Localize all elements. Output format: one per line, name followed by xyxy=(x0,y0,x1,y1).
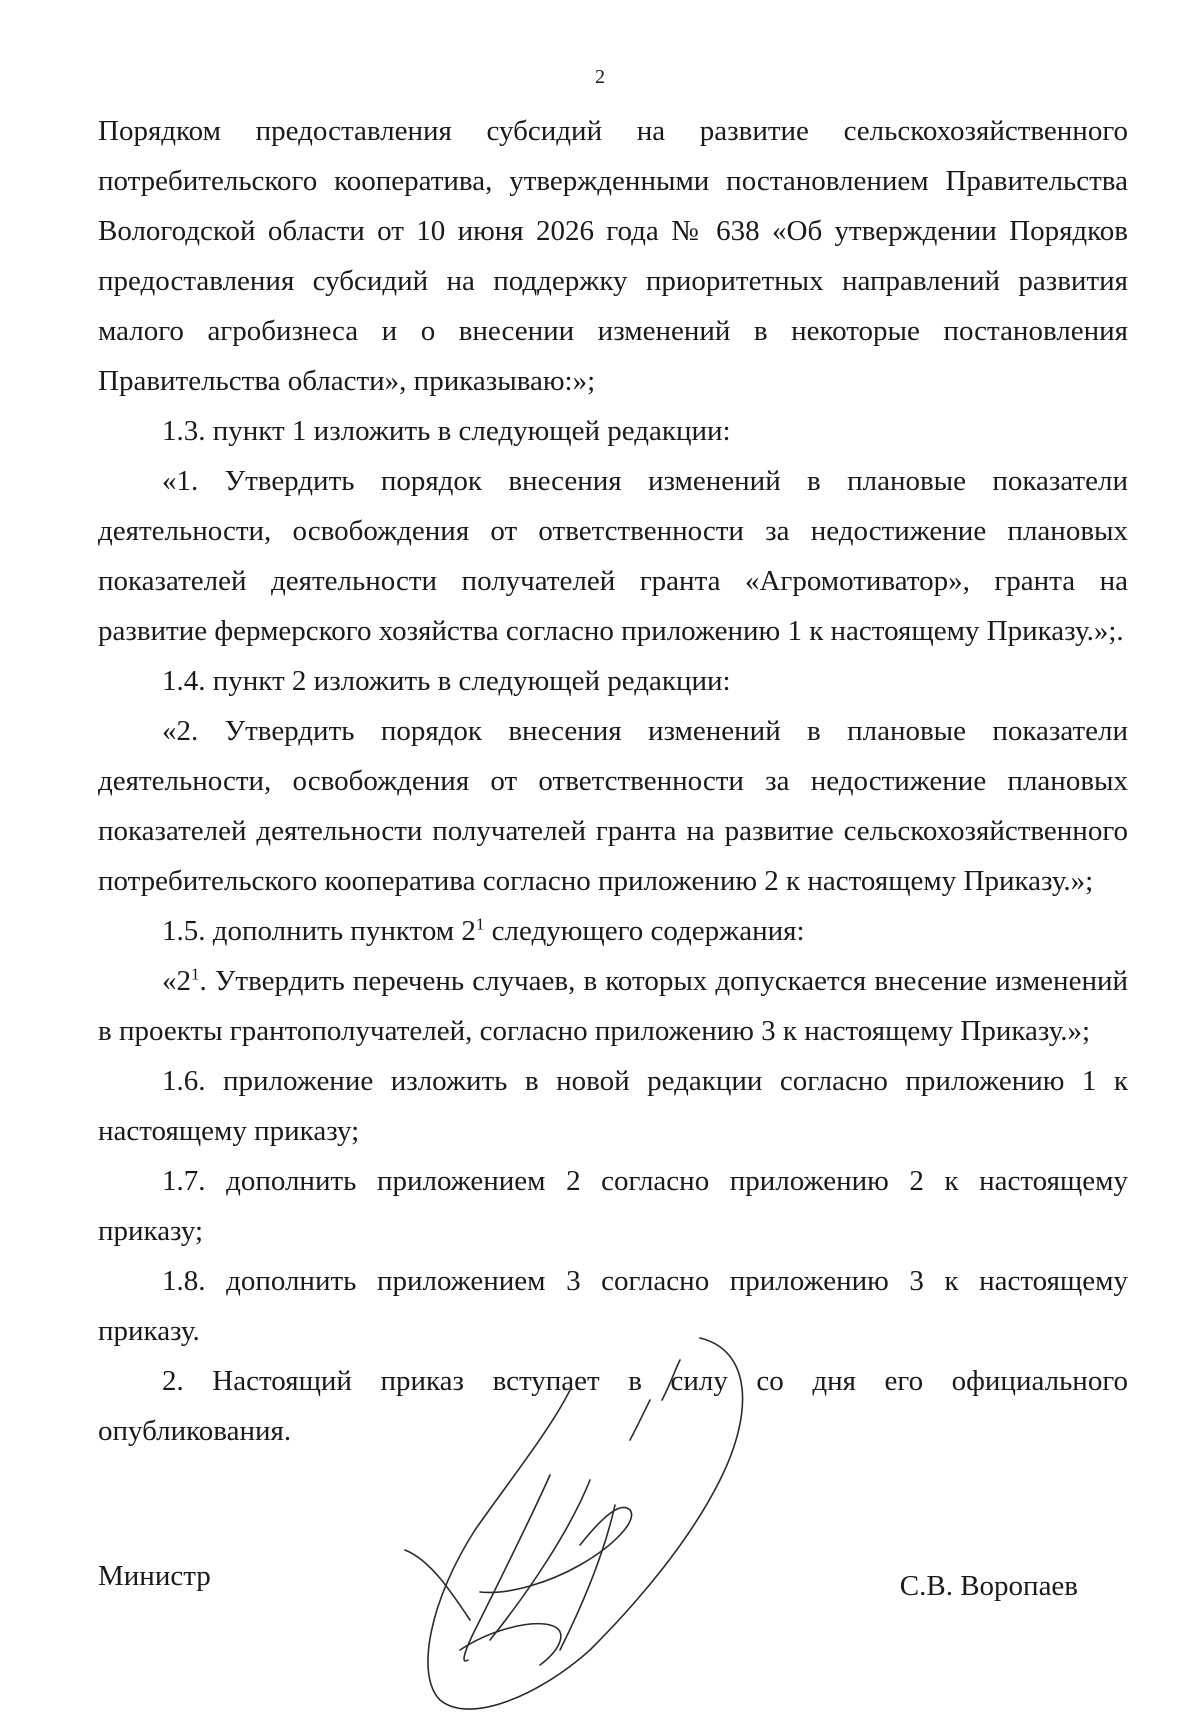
paragraph-quote-2: «2. Утвердить порядок внесения изменений в плановые показатели деятельности, освобождения от ответственности за недостижение плановых показателей деятельности получателей гранта на развитие сельскохозяйственного потребительского кооператива согласно приложению 2 к настоящему Приказу.»; xyxy=(98,715,1128,897)
paragraph-quote-1: «1. Утвердить порядок внесения изменений в плановые показатели деятельности, освобождения от ответственности за недостижение плановых показателей деятельности получателей гранта «Агромотиватор», гранта на развитие фермерского хозяйства согласно приложению 1 к настоящему Приказу.»;. xyxy=(98,465,1128,647)
paragraph-1-4: 1.4. пункт 2 изложить в следующей редакции: xyxy=(162,665,731,697)
page-number: 2 xyxy=(595,66,605,88)
paragraph-quote-2-1 xyxy=(98,956,1128,1056)
paragraph-intro-continuation: Порядком предоставления субсидий на развитие сельскохозяйственного потребительского кооператива, утвержденными постановлением Правительства Вологодской области от 10 июня 2026 года № 638 «Об утверждении Порядков предоставления субсидий на поддержку приоритетных направлений развития малого агробизнеса и о внесении изменений в некоторые постановления Правительства области», приказываю:»; xyxy=(98,115,1128,397)
signatory-title: Министр xyxy=(98,1560,211,1592)
paragraph-quote-2-1-text-after: . Утвердить перечень случаев, в которых допускается внесение изменений в проекты грантополучателей, согласно приложению 3 к настоящему Приказу.»; xyxy=(98,965,1128,1047)
handwritten-signature xyxy=(400,1330,840,1730)
signatory-name: С.В. Воропаев xyxy=(899,1570,1078,1602)
paragraph-1-3: 1.3. пункт 1 изложить в следующей редакции: xyxy=(162,415,731,447)
paragraph-1-7: 1.7. дополнить приложением 2 согласно приложению 2 к настоящему приказу; xyxy=(98,1165,1128,1247)
document-body xyxy=(98,106,1128,1456)
paragraph-1-8: 1.8. дополнить приложением 3 согласно приложению 3 к настоящему приказу. xyxy=(98,1265,1128,1347)
paragraph-1-5-text-after: следующего содержания: xyxy=(484,915,805,947)
signature-block xyxy=(98,1560,1128,1610)
paragraph-2: 2. Настоящий приказ вступает в силу со дня его официального опубликования. xyxy=(98,1365,1128,1447)
paragraph-1-6: 1.6. приложение изложить в новой редакции согласно приложению 1 к настоящему приказу; xyxy=(98,1065,1128,1147)
superscript: 1 xyxy=(475,914,485,934)
paragraph-1-5-text-before: 1.5. дополнить пунктом 2 xyxy=(162,915,476,947)
paragraph-quote-2-1-text-before: «2 xyxy=(162,965,191,997)
superscript: 1 xyxy=(191,964,200,984)
paragraph-1-5 xyxy=(98,906,1128,956)
